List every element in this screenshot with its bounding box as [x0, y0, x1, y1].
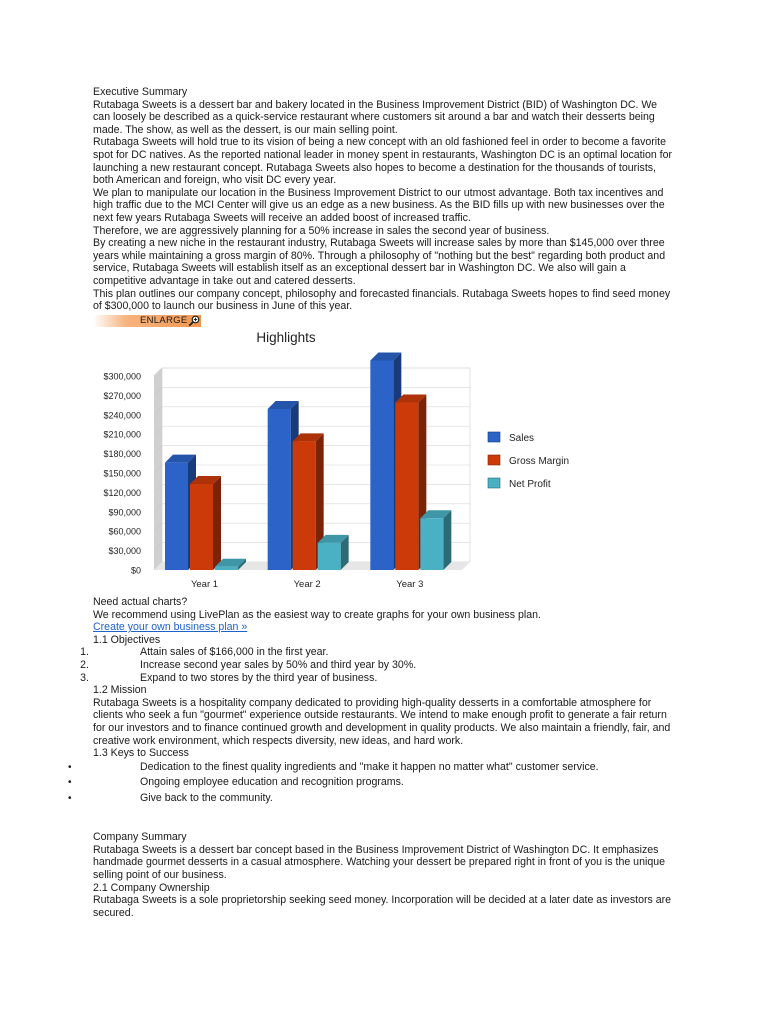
enlarge-button[interactable] — [93, 315, 201, 327]
exec-paragraph: By creating a new niche in the restaurant industry, Rutabaga Sweets will increase sales by more than $145,000 over three years while maintaining a gross margin of 80%. Through a philosophy of "nothing but the best" regarding both product and service, Rutabaga Sweets will establish itself as an exceptional dessert bar in Washington DC. We also will gain a competitive advantage in take out and catered desserts. — [93, 237, 666, 287]
executive-summary-section — [93, 86, 673, 332]
y-tick-label: $210,000 — [103, 429, 141, 440]
list-text: Ongoing employee education and recognition programs. — [140, 776, 404, 789]
list-number: 2. — [80, 658, 89, 671]
list-number: 3. — [80, 671, 89, 684]
list-text: Increase second year sales by 50% and third year by 30%. — [140, 658, 417, 671]
chart-title: Highlights — [256, 330, 316, 345]
create-business-plan-link[interactable]: Create your own business plan » — [93, 621, 248, 634]
bar-sales — [165, 463, 188, 570]
list-text: Expand to two stores by the third year of business. — [140, 671, 378, 684]
legend-swatch — [488, 432, 500, 442]
y-tick-label: $0 — [130, 565, 141, 576]
list-item — [80, 671, 673, 685]
legend-label: Gross Margin — [509, 456, 570, 467]
bullet-icon: • — [68, 761, 72, 773]
y-tick-label: $60,000 — [108, 526, 141, 537]
executive-summary-heading: Executive Summary — [93, 86, 188, 98]
bar-sales — [268, 409, 291, 570]
company-summary-text: Rutabaga Sweets is a dessert bar concept based in the Business Improvement District of Washington DC. It emphasizes handmade gourmet desserts in a casual atmosphere. Watching your dessert be prepared right in front of you is the unique selling point of our business. — [93, 843, 665, 881]
magnify-plus-icon — [188, 315, 200, 327]
bullet-icon: • — [68, 777, 72, 789]
ownership-text: Rutabaga Sweets is a sole proprietorship seeking seed money. Incorporation will be decided at a later date as investors are secured. — [93, 894, 672, 919]
list-item — [68, 775, 673, 791]
x-tick-label: Year 2 — [293, 579, 321, 590]
y-tick-label: $240,000 — [103, 410, 141, 421]
bar-net-profit — [215, 567, 238, 570]
x-tick-label: Year 3 — [396, 579, 424, 590]
bar-gross-margin — [395, 403, 418, 570]
enlarge-label: ENLARGE — [140, 314, 188, 326]
exec-paragraph: We plan to manipulate our location in the Business Improvement District to our utmost advantage. Both tax incentives and high traffic due to the MCI Center will give us an edge as a new business. As the BID fills up with new businesses over the next few years Rutabaga Sweets will receive an added boost of increased traffic. — [93, 186, 665, 224]
list-item — [68, 791, 673, 807]
bar-side — [443, 510, 451, 570]
y-tick-label: $300,000 — [103, 371, 141, 382]
liveplan-question: Need actual charts? — [93, 596, 188, 608]
highlights-chart — [92, 326, 592, 591]
list-text: Attain sales of $166,000 in the first year. — [140, 646, 329, 659]
exec-paragraph: Rutabaga Sweets will hold true to its vision of being a new concept with an old fashioned feel in order to become a favorite spot for DC natives. As the reported national leader in money spent in restaurants, Washington DC is an optimal location for launching a new restaurant concept. Rutabaga Sweets also hopes to become a destination for the thousands of tourists, both American and foreign, who visit DC every year. — [93, 136, 673, 187]
bar-sales — [370, 360, 393, 570]
liveplan-text: We recommend using LivePlan as the easiest way to create graphs for your own business plan. — [93, 608, 541, 621]
y-tick-label: $270,000 — [103, 390, 141, 401]
list-text: Dedication to the finest quality ingredients and "make it happen no matter what" customer service. — [140, 760, 599, 773]
bar-gross-margin — [293, 441, 316, 570]
y-tick-label: $30,000 — [108, 546, 141, 557]
mission-heading: 1.2 Mission — [93, 684, 147, 697]
lower-content — [68, 596, 673, 919]
list-item — [80, 646, 673, 659]
keys-list — [68, 760, 673, 807]
y-tick-label: $150,000 — [103, 468, 141, 479]
list-item — [80, 658, 673, 672]
legend-label: Net Profit — [509, 479, 551, 490]
mission-text: Rutabaga Sweets is a hospitality company dedicated to providing high-quality desserts in a comfortable atmosphere for clients who seek a fun "gourmet" experience outside restaurants. We intend to make enough profit to generate a fair return for our investors and to finance continued growth and development in quality products. We also maintain a friendly, fair, and creative work environment, which respects diversity, new ideas, and hard work. — [93, 696, 671, 747]
bar-net-profit — [318, 543, 341, 570]
list-text: Give back to the community. — [140, 791, 273, 804]
company-summary-heading: Company Summary — [93, 831, 187, 844]
legend-swatch — [488, 455, 500, 465]
bar-gross-margin — [190, 484, 213, 570]
keys-heading: 1.3 Keys to Success — [93, 747, 189, 760]
objectives-list — [80, 646, 673, 684]
y-tick-label: $180,000 — [103, 449, 141, 460]
legend-swatch — [488, 478, 500, 488]
ownership-heading: 2.1 Company Ownership — [93, 881, 210, 894]
bar-side — [213, 476, 221, 570]
exec-paragraph: This plan outlines our company concept, philosophy and forecasted financials. Rutabaga Sweets hopes to find seed money of $300,000 to launch our business in June of this year. — [93, 287, 671, 313]
y-tick-label: $90,000 — [108, 507, 141, 518]
exec-paragraph: Therefore, we are aggressively planning for a 50% increase in sales the second year of business. — [93, 224, 550, 237]
objectives-heading: 1.1 Objectives — [93, 633, 161, 646]
bullet-icon: • — [68, 792, 72, 804]
list-number: 1. — [80, 646, 89, 659]
bar-net-profit — [420, 518, 443, 570]
exec-paragraph: Rutabaga Sweets is a dessert bar and bakery located in the Business Improvement District (BID) of Washington DC. We can loosely be described as a quick-service restaurant where customers sit around a bar and watch their desserts being made. The show, as well as the dessert, is our main selling point. — [93, 98, 658, 136]
y-tick-label: $120,000 — [103, 487, 141, 498]
x-tick-label: Year 1 — [190, 579, 219, 590]
list-item — [68, 760, 673, 776]
legend-label: Sales — [509, 433, 535, 444]
